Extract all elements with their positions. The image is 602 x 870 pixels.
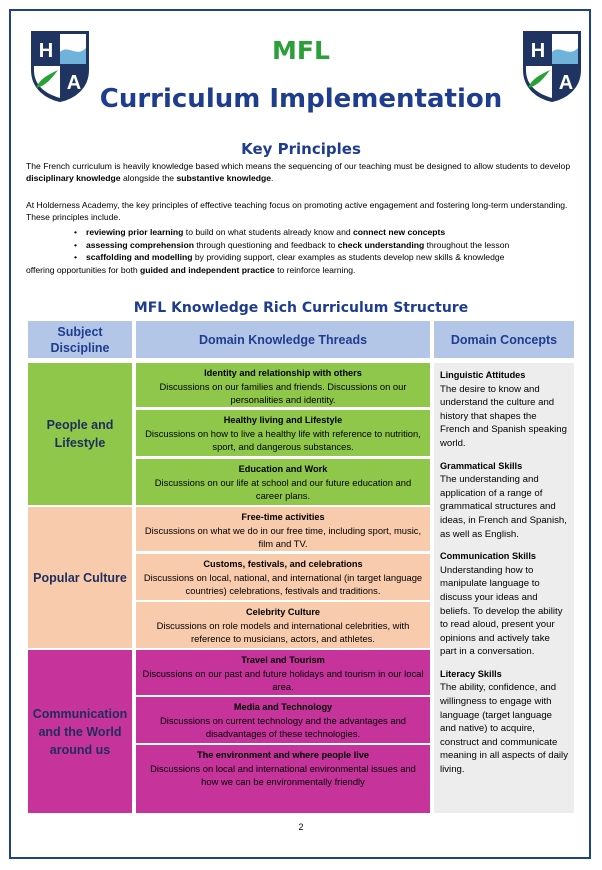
logo-letter-a: A: [66, 72, 82, 94]
thread-title: Education and Work: [238, 464, 328, 474]
principles-paragraph: At Holderness Academy, the key principles of effective teaching focus on promoting active engagement and fostering long-term understanding. These principles include.: [26, 200, 568, 222]
page-number: 2: [298, 822, 304, 832]
thread-card: [136, 459, 430, 505]
subject-title: MFL: [272, 36, 330, 65]
thread-card: [136, 602, 430, 648]
structure-heading: MFL Knowledge Rich Curriculum Structure: [133, 300, 469, 316]
logo-letter-h: H: [530, 40, 546, 62]
thread-title: Identity and relationship with others: [204, 368, 362, 378]
category-communication: Communication and the World around us: [28, 650, 132, 813]
intro-paragraph: The French curriculum is heavily knowledge based which means the sequencing of our teaching must be designed to allow students to develop disciplinary knowledge alongside the substantive knowledge.: [26, 161, 571, 183]
logo-letter-a: A: [558, 72, 574, 94]
concept-title: Linguistic Attitudes: [440, 370, 526, 380]
page-title: Curriculum Implementation: [99, 84, 503, 114]
domain-concepts-panel: [434, 363, 574, 813]
list-item: • reviewing prior learning to build on what students already know and connect new concepts: [74, 227, 446, 237]
column-header-subject: Subject Discipline: [28, 321, 132, 358]
list-item: • assessing comprehension through questioning and feedback to check understanding throughout the lesson: [74, 239, 510, 250]
list-item-continuation: offering opportunities for both guided and independent practice to reinforce learning.: [26, 264, 356, 275]
thread-card: [136, 650, 430, 695]
logo-letter-h: H: [38, 40, 54, 62]
principles-list: [26, 226, 578, 276]
thread-card: [136, 363, 430, 407]
thread-text: Discussions on current technology and the advantages and disadvantages of these technologies.: [160, 715, 406, 739]
concept-title: Literacy Skills: [440, 668, 502, 679]
category-popular-culture: Popular Culture: [28, 507, 132, 648]
thread-card: [136, 410, 430, 456]
thread-text: Discussions on local, national, and international (in target language countries) celebrations, festivals and traditions.: [143, 572, 423, 596]
key-principles-heading: Key Principles: [241, 140, 361, 158]
thread-card: [136, 507, 430, 551]
thread-title: Travel and Tourism: [241, 655, 325, 665]
column-header-threads: Domain Knowledge Threads: [136, 321, 430, 358]
thread-title: Healthy living and Lifestyle: [223, 415, 343, 425]
category-people-lifestyle: People and Lifestyle: [28, 363, 132, 505]
thread-text: Discussions on role models and international celebrities, with reference to musicians, actors, and athletes.: [156, 620, 410, 644]
thread-title: Customs, festivals, and celebrations: [203, 559, 363, 569]
concept-text: The understanding and application of a range of grammatical structures and ideas, in French and Spanish, as well as English.: [440, 474, 567, 540]
thread-title: Celebrity Culture: [245, 607, 321, 617]
thread-title: The environment and where people live: [196, 750, 370, 760]
column-header-concepts: Domain Concepts: [434, 321, 574, 358]
thread-title: Free-time activities: [241, 512, 325, 522]
thread-text: Discussions on how to live a healthy life with reference to nutrition, sport, and dangerous substances.: [145, 428, 421, 452]
concept-title: Communication Skills: [440, 551, 536, 562]
thread-card: [136, 554, 430, 600]
concept-text: The ability, confidence, and willingness to engage with language (target language and native) to acquire, construct and communicate meaning in all aspects of daily living.: [440, 682, 568, 776]
thread-text: Discussions on our families and friends. Discussions on our personalities and identity.: [159, 381, 407, 405]
concept-title: Grammatical Skills: [440, 460, 523, 471]
thread-card: [136, 697, 430, 743]
thread-title: Media and Technology: [233, 702, 333, 712]
concept-text: The desire to know and understand the culture and history that shapes the French and Spanish speaking world.: [440, 383, 567, 449]
thread-card: [136, 745, 430, 813]
concept-text: Understanding how to manipulate language to discuss your ideas and beliefs. To develop the ability to read aloud, present your opinions and actively take part in a conversation.: [440, 564, 563, 658]
thread-text: Discussions on our life at school and our future education and career plans.: [154, 477, 412, 501]
thread-text: Discussions on what we do in our free time, including sport, music, film and TV.: [144, 525, 422, 549]
thread-text: Discussions on our past and future holidays and tourism in our local area.: [142, 668, 424, 692]
thread-text: Discussions on local and international environmental issues and how we can be environmentally friendly: [150, 763, 416, 787]
list-item: • scaffolding and modelling by providing support, clear examples as students develop new skills & knowledge: [74, 252, 505, 262]
